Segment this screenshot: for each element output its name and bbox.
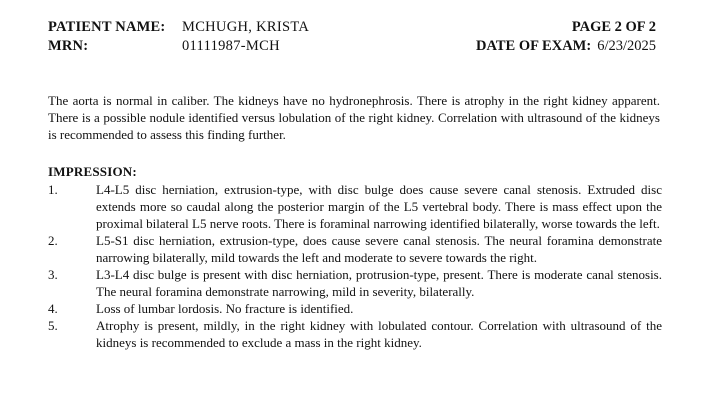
patient-name-row [48, 18, 656, 37]
impression-item-number: 2. [48, 233, 58, 248]
impression-item-text: Loss of lumbar lordosis. No fracture is identified. [96, 301, 354, 316]
impression-item [48, 300, 668, 317]
exam-date-value: 6/23/2025 [597, 38, 656, 54]
report-header [48, 18, 656, 58]
impression-item-number: 1. [48, 182, 58, 197]
impression-item-text: L5-S1 disc herniation, extrusion-type, does cause severe canal stenosis. The neural foramina demonstrate narrowing bilaterally, mild towards the left and moderate to severe towards the right. [96, 233, 662, 265]
findings-paragraph: The aorta is normal in caliber. The kidneys have no hydronephrosis. There is atrophy in the right kidney apparent. There is a possible nodule identified versus lobulation of the right kidney. Correlation with ultrasound of the kidneys is recommended to assess this finding further. [48, 93, 660, 142]
mrn-value: 01111987-MCH [182, 38, 280, 54]
exam-date [476, 37, 656, 56]
impression-item [48, 266, 668, 300]
impression-section [48, 163, 668, 351]
impression-item [48, 232, 668, 266]
impression-item-number: 5. [48, 318, 58, 333]
patient-name-value: MCHUGH, KRISTA [182, 19, 310, 35]
exam-date-label: DATE OF EXAM: [476, 38, 592, 54]
impression-heading: IMPRESSION: [48, 164, 137, 179]
impression-item-number: 3. [48, 267, 58, 282]
impression-item-text: Atrophy is present, mildly, in the right kidney with lobulated contour. Correlation with ultrasound of the kidneys is recommended to exclude a mass in the right kidney. [96, 318, 662, 350]
impression-list [48, 181, 668, 351]
impression-item-text: L4-L5 disc herniation, extrusion-type, with disc bulge does cause severe canal stenosis. Extruded disc extends more so caudal along the posterior margin of the L5 vertebral body. There is mass effect upon the proximal bilateral L5 nerve roots. There is foraminal narrowing identified bilaterally, worse towards the left. [96, 182, 662, 231]
impression-item-text: L3-L4 disc bulge is present with disc herniation, protrusion-type, present. There is moderate canal stenosis. The neural foramina demonstrate narrowing, mild in severity, bilaterally. [96, 267, 662, 299]
impression-item [48, 317, 668, 351]
impression-item [48, 181, 668, 232]
impression-item-number: 4. [48, 301, 58, 316]
mrn-label: MRN: [48, 38, 89, 54]
page-number: PAGE 2 OF 2 [571, 19, 656, 35]
mrn-row [48, 37, 656, 56]
patient-name-label: PATIENT NAME: [48, 19, 166, 35]
findings-section [48, 92, 660, 143]
